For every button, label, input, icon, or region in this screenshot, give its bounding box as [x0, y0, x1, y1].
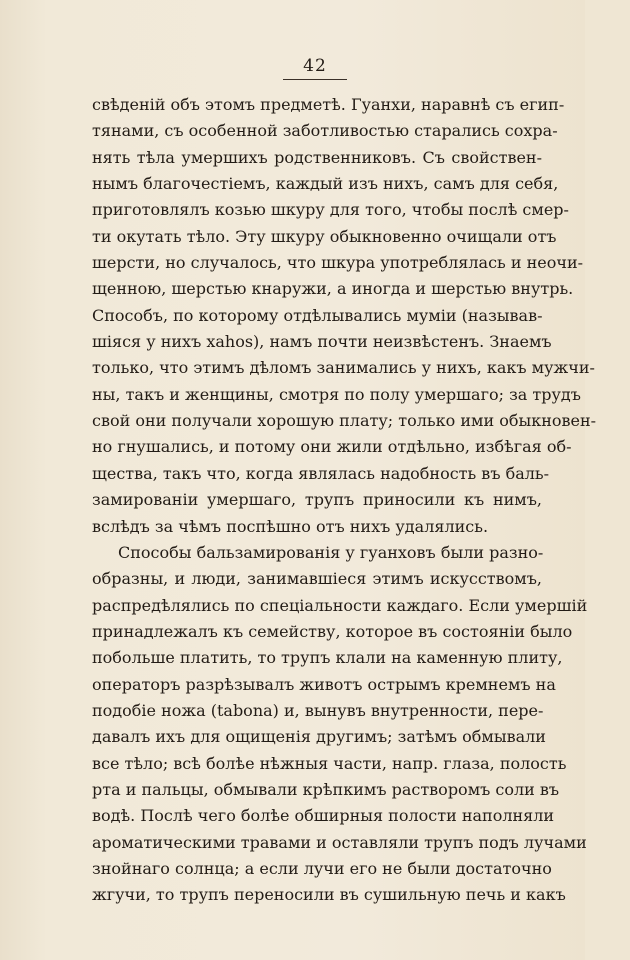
text-line: побольше платить, то трупъ клали на каменную плиту,: [92, 648, 563, 668]
text-line: жгучи, то трупъ переносили въ сушильную печь и какъ: [92, 885, 566, 905]
text-line: Способъ, по которому отдѣлывались муміи (называв-: [92, 305, 543, 325]
text-line: операторъ разрѣзывалъ животъ острымъ кремнемъ на: [92, 674, 556, 694]
text-line: ти окутать тѣло. Эту шкуру обыкновенно очищали отъ: [92, 226, 557, 246]
text-line: водѣ. Послѣ чего болѣе обширныя полости наполняли: [92, 806, 555, 826]
text-line: свѣденій объ этомъ предметѣ. Гуанхи, наравнѣ съ егип-: [92, 95, 565, 114]
text-line: щества, такъ что, когда являлась надобность въ баль-: [92, 463, 550, 483]
text-line: вслѣдъ за чѣмъ поспѣшно отъ нихъ удалялись.: [92, 516, 489, 536]
text-line: нымъ благочестіемъ, каждый изъ нихъ, самъ для себя,: [92, 174, 559, 194]
text-line: тянами, съ особенной заботливостью старались сохра-: [92, 121, 558, 141]
text-line: шіяся у нихъ xahos), намъ почти неизвѣстенъ. Знаемъ: [92, 332, 552, 352]
text-line: ны, такъ и женщины, смотря по полу умершаго; за трудъ: [92, 384, 581, 404]
text-line: только, что этимъ дѣломъ занимались у нихъ, какъ мужчи-: [92, 358, 595, 378]
text-line: образны, и люди, занимавшіеся этимъ искусствомъ,: [92, 569, 542, 589]
text-line: шерсти, но случалось, что шкура употреблялась и неочи-: [92, 253, 584, 273]
text-line: приготовлялъ козью шкуру для того, чтобы послѣ смер-: [92, 200, 569, 220]
text-line: знойнаго солнца; а если лучи его не были достаточно: [92, 858, 552, 878]
text-line: распредѣлялись по спеціальности каждаго. Если умершій: [92, 595, 588, 615]
page-number: 42: [303, 56, 327, 76]
text-line: свой они получали хорошую плату; только ими обыкновен-: [92, 411, 597, 431]
text-line: все тѣло; всѣ болѣе нѣжныя части, напр. глаза, полость: [92, 753, 567, 773]
text-line: замированіи умершаго, трупъ приносили къ нимъ,: [92, 490, 542, 510]
text-line: нять тѣла умершихъ родственниковъ. Съ свойствен-: [92, 147, 542, 167]
body-text: [92, 92, 597, 909]
text-line: ароматическими травами и оставляли трупъ подъ лучами: [92, 832, 587, 852]
text-line: Способы бальзамированія у гуанховъ были разно-: [118, 542, 544, 562]
text-line: подобіе ножа (tabona) и, вынувъ внутренности, пере-: [92, 700, 544, 720]
text-line: но гнушались, и потому они жили отдѣльно, избѣгая об-: [92, 437, 572, 457]
text-line: принадлежалъ къ семейству, которое въ состояніи было: [92, 621, 573, 641]
text-line: щенною, шерстью кнаружи, а иногда и шерстью внутрь.: [92, 279, 574, 299]
text-line: давалъ ихъ для ощищенія другимъ; затѣмъ обмывали: [92, 727, 546, 747]
header-rule: [283, 79, 347, 80]
text-line: рта и пальцы, обмывали крѣпкимъ растворомъ соли въ: [92, 779, 560, 799]
